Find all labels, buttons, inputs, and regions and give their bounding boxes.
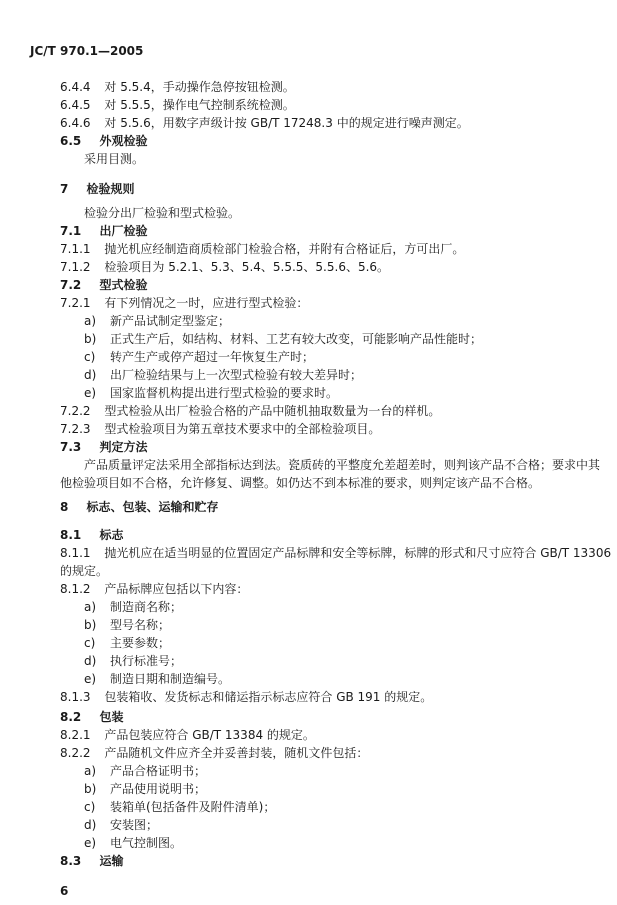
list-marker: b) [84, 332, 97, 346]
section-title: 判定方法 [99, 440, 148, 454]
list-marker: a) [84, 764, 97, 778]
clause-number: 8.1.2 [60, 582, 91, 596]
chapter-number: 8 [60, 500, 69, 514]
clause-number: 7.2.1 [60, 296, 91, 310]
clause-text: 产品随机文件应齐全并妥善封装，随机文件包括： [104, 746, 369, 760]
clause-6-4-5 [60, 98, 295, 113]
list-item-text: 电气控制图。 [110, 836, 183, 850]
section-number: 7.3 [60, 440, 82, 454]
paragraph-line: 产品质量评定法采用全部指标达到法。瓷质砖的平整度允差超差时，则判该产品不合格；要求中其 [84, 458, 601, 472]
clause-number: 6.4.5 [60, 98, 91, 112]
clause-number: 6.4.4 [60, 80, 91, 94]
list-item-text: 正式生产后，如结构、材料、工艺有较大改变，可能影响产品性能时； [110, 332, 483, 346]
section-title: 包装 [99, 710, 124, 724]
section-number: 6.5 [60, 134, 82, 148]
section-number: 8.1 [60, 528, 82, 542]
section-title: 运输 [99, 854, 124, 868]
section-8-2-heading [60, 710, 123, 725]
clause-7-1-1 [60, 242, 464, 257]
section-8-1-heading [60, 528, 123, 543]
list-item-text: 新产品试制定型鉴定； [110, 314, 231, 328]
list-item-text: 出厂检验结果与上一次型式检验有较大差异时； [110, 368, 363, 382]
list-item-text: 主要参数； [110, 636, 171, 650]
list-item [84, 314, 230, 329]
clause-text: 对 5.5.5，操作电气控制系统检测。 [104, 98, 295, 112]
list-marker: e) [84, 672, 97, 686]
list-item [84, 672, 230, 687]
list-item [84, 350, 314, 365]
clause-8-1-2 [60, 582, 248, 597]
section-7-3-heading [60, 440, 147, 455]
section-6-5-heading [60, 134, 147, 149]
paragraph-line: 的规定。 [60, 564, 109, 578]
list-marker: a) [84, 314, 97, 328]
section-title: 型式检验 [99, 278, 148, 292]
list-item [84, 386, 338, 401]
clause-8-1-1 [60, 546, 611, 561]
clause-6-4-4 [60, 80, 295, 95]
list-item-text: 装箱单(包括备件及附件清单)； [110, 800, 276, 814]
clause-7-2-1 [60, 296, 308, 311]
list-item [84, 618, 170, 633]
list-marker: d) [84, 654, 97, 668]
list-marker: b) [84, 618, 97, 632]
page-number: 6 [60, 884, 69, 898]
clause-text: 型式检验从出厂检验合格的产品中随机抽取数量为一台的样机。 [104, 404, 441, 418]
list-marker: c) [84, 636, 96, 650]
clause-text: 抛光机应经制造商质检部门检验合格，并附有合格证后，方可出厂。 [104, 242, 465, 256]
chapter-8-heading [60, 500, 219, 515]
list-item [84, 636, 170, 651]
list-item [84, 836, 182, 851]
clause-7-2-2 [60, 404, 440, 419]
clause-8-1-3 [60, 690, 432, 705]
list-marker: e) [84, 836, 97, 850]
clause-text: 对 5.5.4，手动操作急停按钮检测。 [104, 80, 295, 94]
clause-7-2-3 [60, 422, 380, 437]
standard-number-header: JC/T 970.1—2005 [30, 44, 144, 58]
clause-text: 检验项目为 5.2.1、5.3、5.4、5.5.5、5.5.6、5.6。 [104, 260, 390, 274]
list-item [84, 818, 158, 833]
list-marker: d) [84, 368, 97, 382]
clause-text: 型式检验项目为第五章技术要求中的全部检验项目。 [104, 422, 381, 436]
clause-7-1-2 [60, 260, 389, 275]
chapter-title: 检验规则 [86, 182, 135, 196]
list-item [84, 332, 482, 347]
paragraph-line: 他检验项目如不合格，允许修复、调整。如仍达不到本标准的要求，则判定该产品不合格。 [60, 476, 541, 490]
clause-number: 7.2.3 [60, 422, 91, 436]
chapter-number: 7 [60, 182, 69, 196]
list-item [84, 800, 275, 815]
list-item [84, 782, 206, 797]
paragraph-text: 采用目测。 [84, 152, 145, 166]
clause-text: 产品标牌应包括以下内容： [104, 582, 249, 596]
clause-6-4-6 [60, 116, 469, 131]
section-title: 外观检验 [99, 134, 148, 148]
list-marker: a) [84, 600, 97, 614]
clause-text: 抛光机应在适当明显的位置固定产品标牌和安全等标牌，标牌的形式和尺寸应符合 GB/T 13306 [104, 546, 612, 560]
clause-number: 8.1.3 [60, 690, 91, 704]
list-item-text: 转产生产或停产超过一年恢复生产时； [110, 350, 315, 364]
section-title: 标志 [99, 528, 124, 542]
list-item [84, 654, 182, 669]
clause-text: 产品包装应符合 GB/T 13384 的规定。 [104, 728, 315, 742]
list-marker: c) [84, 350, 96, 364]
clause-text: 有下列情况之一时，应进行型式检验： [104, 296, 309, 310]
section-7-1-heading [60, 224, 147, 239]
clause-number: 7.1.2 [60, 260, 91, 274]
list-marker: e) [84, 386, 97, 400]
list-item-text: 制造日期和制造编号。 [110, 672, 231, 686]
list-item-text: 国家监督机构提出进行型式检验的要求时。 [110, 386, 339, 400]
clause-8-2-1 [60, 728, 315, 743]
chapter-7-heading [60, 182, 135, 197]
section-8-3-heading [60, 854, 123, 869]
list-item [84, 600, 182, 615]
clause-text: 包装箱收、发货标志和储运指示标志应符合 GB 191 的规定。 [104, 690, 433, 704]
list-item-text: 制造商名称； [110, 600, 183, 614]
list-marker: d) [84, 818, 97, 832]
list-item-text: 产品使用说明书； [110, 782, 207, 796]
list-item [84, 368, 362, 383]
clause-text: 对 5.5.6，用数字声级计按 GB/T 17248.3 中的规定进行噪声测定。 [104, 116, 469, 130]
section-number: 7.1 [60, 224, 82, 238]
section-title: 出厂检验 [99, 224, 148, 238]
list-item-text: 产品合格证明书； [110, 764, 207, 778]
clause-number: 8.2.2 [60, 746, 91, 760]
paragraph-text: 检验分出厂检验和型式检验。 [84, 206, 241, 220]
clause-number: 8.1.1 [60, 546, 91, 560]
section-7-2-heading [60, 278, 147, 293]
section-number: 8.3 [60, 854, 82, 868]
clause-number: 8.2.1 [60, 728, 91, 742]
chapter-title: 标志、包装、运输和贮存 [86, 500, 219, 514]
clause-number: 6.4.6 [60, 116, 91, 130]
clause-number: 7.2.2 [60, 404, 91, 418]
section-number: 8.2 [60, 710, 82, 724]
list-marker: b) [84, 782, 97, 796]
list-marker: c) [84, 800, 96, 814]
list-item-text: 安装图； [110, 818, 159, 832]
clause-8-2-2 [60, 746, 368, 761]
clause-number: 7.1.1 [60, 242, 91, 256]
list-item-text: 执行标准号； [110, 654, 183, 668]
section-number: 7.2 [60, 278, 82, 292]
list-item [84, 764, 206, 779]
list-item-text: 型号名称； [110, 618, 171, 632]
